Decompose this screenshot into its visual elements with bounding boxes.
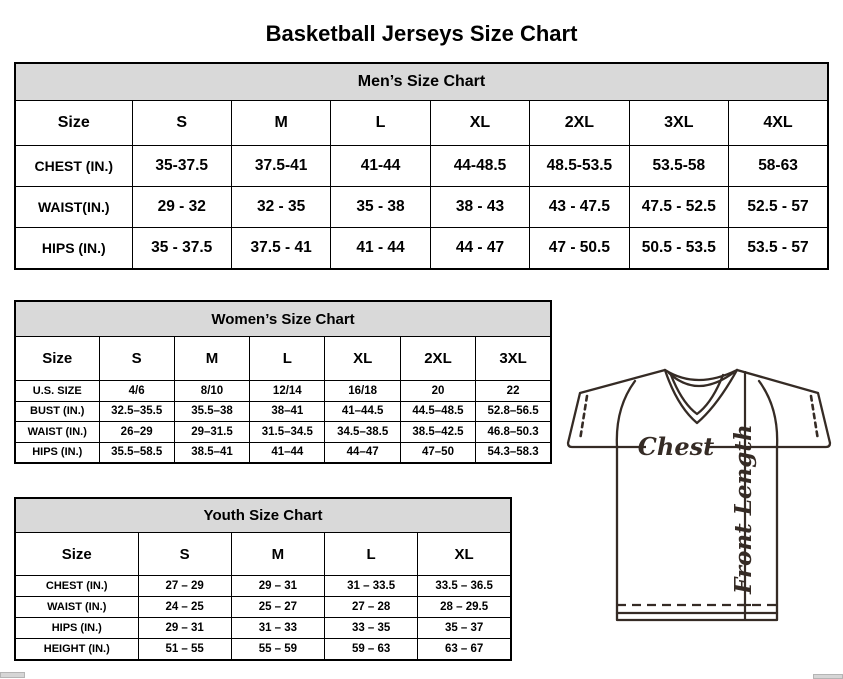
size-value: 58-63 — [729, 146, 828, 187]
column-header: XL — [430, 101, 529, 146]
column-header: 2XL — [400, 337, 475, 381]
size-table — [14, 62, 829, 270]
column-header: L — [331, 101, 430, 146]
size-value: 31 – 33 — [231, 618, 324, 639]
table-row — [15, 228, 828, 270]
table-row — [15, 618, 511, 639]
size-value: 47.5 - 52.5 — [629, 187, 728, 228]
mens-size-table — [14, 62, 829, 270]
size-value: 16/18 — [325, 381, 400, 402]
size-value: 53.5 - 57 — [729, 228, 828, 270]
row-label: CHEST (IN.) — [15, 146, 132, 187]
column-header: S — [132, 101, 231, 146]
column-header: M — [231, 533, 324, 576]
table-header-row — [15, 337, 551, 381]
table-row — [15, 401, 551, 422]
size-value: 22 — [476, 381, 551, 402]
size-value: 20 — [400, 381, 475, 402]
size-value: 41-44 — [331, 146, 430, 187]
column-header: 2XL — [530, 101, 629, 146]
column-header: 4XL — [729, 101, 828, 146]
table-row — [15, 442, 551, 463]
size-value: 35 – 37 — [418, 618, 511, 639]
size-value: 41 - 44 — [331, 228, 430, 270]
column-header: XL — [418, 533, 511, 576]
size-value: 47 - 50.5 — [530, 228, 629, 270]
size-value: 44–47 — [325, 442, 400, 463]
size-value: 29 – 31 — [231, 576, 324, 597]
row-label: BUST (IN.) — [15, 401, 99, 422]
size-value: 48.5-53.5 — [530, 146, 629, 187]
size-value: 35-37.5 — [132, 146, 231, 187]
size-value: 12/14 — [250, 381, 325, 402]
chest-label: Chest — [637, 432, 715, 461]
size-value: 43 - 47.5 — [530, 187, 629, 228]
size-value: 4/6 — [99, 381, 174, 402]
size-value: 35 - 38 — [331, 187, 430, 228]
column-header: Size — [15, 533, 138, 576]
size-value: 41–44 — [250, 442, 325, 463]
size-value: 50.5 - 53.5 — [629, 228, 728, 270]
table-header-row — [15, 533, 511, 576]
size-value: 53.5-58 — [629, 146, 728, 187]
size-value: 38–41 — [250, 401, 325, 422]
size-value: 44 - 47 — [430, 228, 529, 270]
size-value: 27 – 29 — [138, 576, 231, 597]
size-value: 37.5 - 41 — [231, 228, 330, 270]
page-title: Basketball Jerseys Size Chart — [265, 20, 578, 46]
table-row — [15, 597, 511, 618]
row-label: WAIST (IN.) — [15, 597, 138, 618]
size-value: 34.5–38.5 — [325, 422, 400, 443]
table-title: Men’s Size Chart — [15, 63, 828, 101]
size-value: 38.5–42.5 — [400, 422, 475, 443]
column-header: XL — [325, 337, 400, 381]
row-label: WAIST(IN.) — [15, 187, 132, 228]
size-value: 29 – 31 — [138, 618, 231, 639]
size-value: 29 - 32 — [132, 187, 231, 228]
row-label: HIPS (IN.) — [15, 228, 132, 270]
size-value: 28 – 29.5 — [418, 597, 511, 618]
row-label: U.S. SIZE — [15, 381, 99, 402]
column-header: S — [99, 337, 174, 381]
table-title-row — [15, 498, 511, 533]
size-value: 33 – 35 — [325, 618, 418, 639]
table-row — [15, 146, 828, 187]
size-value: 29–31.5 — [174, 422, 249, 443]
row-label: CHEST (IN.) — [15, 576, 138, 597]
size-value: 38 - 43 — [430, 187, 529, 228]
womens-size-table — [14, 300, 552, 464]
table-row — [15, 576, 511, 597]
row-label: WAIST (IN.) — [15, 422, 99, 443]
table-row — [15, 639, 511, 661]
scrollbar-thumb-right[interactable] — [813, 674, 843, 679]
size-value: 33.5 – 36.5 — [418, 576, 511, 597]
column-header: 3XL — [629, 101, 728, 146]
table-row — [15, 422, 551, 443]
size-value: 8/10 — [174, 381, 249, 402]
table-header-row — [15, 101, 828, 146]
size-value: 41–44.5 — [325, 401, 400, 422]
size-value: 35 - 37.5 — [132, 228, 231, 270]
size-value: 52.5 - 57 — [729, 187, 828, 228]
column-header: M — [231, 101, 330, 146]
table-title-row — [15, 63, 828, 101]
size-value: 55 – 59 — [231, 639, 324, 661]
size-value: 35.5–38 — [174, 401, 249, 422]
size-value: 51 – 55 — [138, 639, 231, 661]
column-header: L — [250, 337, 325, 381]
column-header: Size — [15, 337, 99, 381]
size-value: 26–29 — [99, 422, 174, 443]
scrollbar-thumb-left[interactable] — [0, 672, 25, 678]
size-value: 31.5–34.5 — [250, 422, 325, 443]
column-header: M — [174, 337, 249, 381]
table-row — [15, 381, 551, 402]
column-header: L — [325, 533, 418, 576]
size-value: 44.5–48.5 — [400, 401, 475, 422]
jersey-measurement-diagram — [555, 358, 843, 628]
size-value: 63 – 67 — [418, 639, 511, 661]
size-table — [14, 300, 552, 464]
row-label: HEIGHT (IN.) — [15, 639, 138, 661]
size-value: 44-48.5 — [430, 146, 529, 187]
jersey-outline — [568, 370, 830, 620]
size-value: 38.5–41 — [174, 442, 249, 463]
column-header: S — [138, 533, 231, 576]
table-title: Youth Size Chart — [15, 498, 511, 533]
table-title-row — [15, 301, 551, 337]
size-value: 27 – 28 — [325, 597, 418, 618]
size-value: 32.5–35.5 — [99, 401, 174, 422]
table-title: Women’s Size Chart — [15, 301, 551, 337]
size-value: 59 – 63 — [325, 639, 418, 661]
youth-size-table — [14, 497, 512, 661]
size-value: 32 - 35 — [231, 187, 330, 228]
size-value: 54.3–58.3 — [476, 442, 551, 463]
column-header: 3XL — [476, 337, 551, 381]
size-table — [14, 497, 512, 661]
row-label: HIPS (IN.) — [15, 442, 99, 463]
column-header: Size — [15, 101, 132, 146]
size-value: 25 – 27 — [231, 597, 324, 618]
row-label: HIPS (IN.) — [15, 618, 138, 639]
size-value: 52.8–56.5 — [476, 401, 551, 422]
size-value: 47–50 — [400, 442, 475, 463]
size-value: 31 – 33.5 — [325, 576, 418, 597]
size-value: 37.5-41 — [231, 146, 330, 187]
size-value: 46.8–50.3 — [476, 422, 551, 443]
size-value: 24 – 25 — [138, 597, 231, 618]
front-length-label: Front Length — [730, 424, 757, 594]
table-row — [15, 187, 828, 228]
size-value: 35.5–58.5 — [99, 442, 174, 463]
